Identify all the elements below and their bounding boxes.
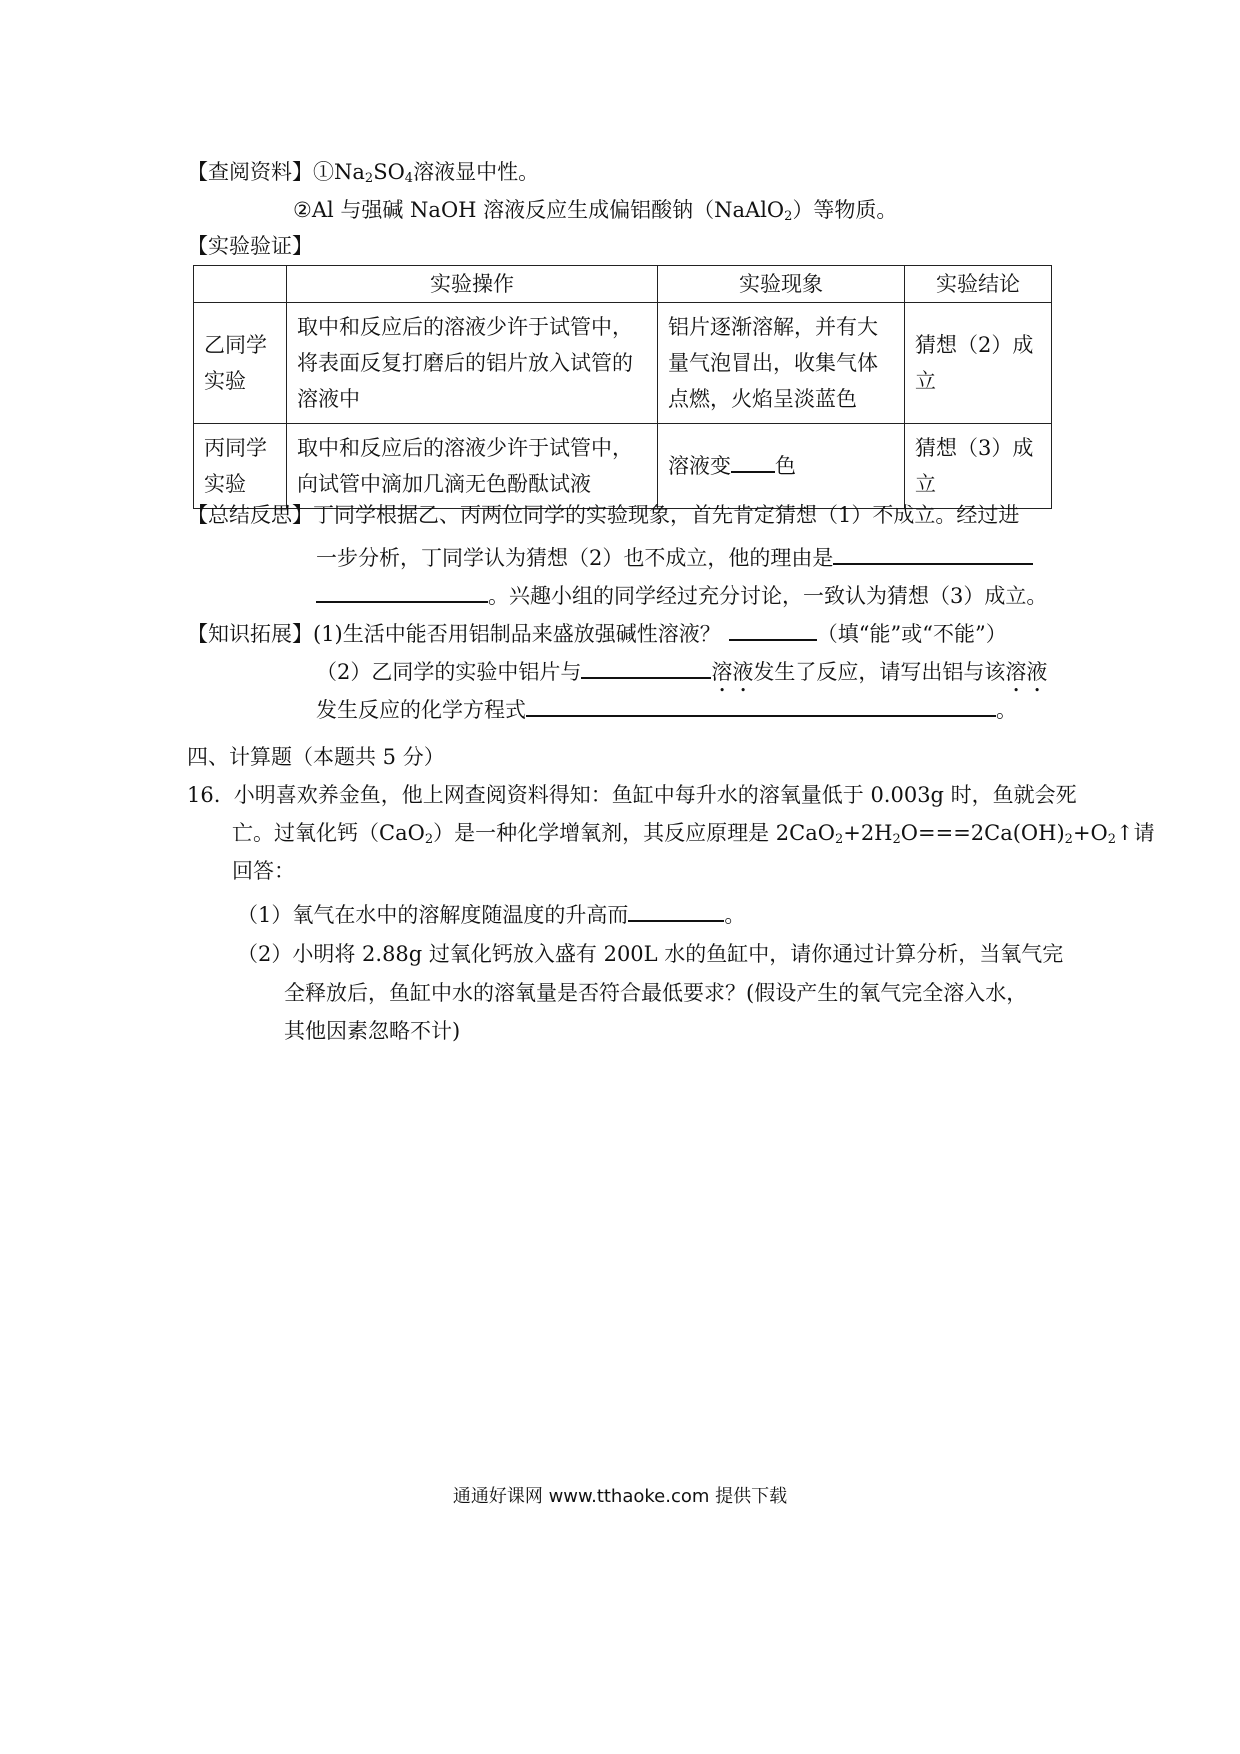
answer-blank-reason-cont[interactable] xyxy=(316,581,488,603)
page-footer: 通通好课网 www.tthaoke.com 提供下载 xyxy=(452,1486,788,1507)
question-16-line-1: 16. 小明喜欢养金鱼，他上网查阅资料得知：鱼缸中每升水的溶氧量低于 0.003g 时，鱼就会死 xyxy=(187,783,1077,807)
summary-line-2: 一步分析，丁同学认为猜想（2）也不成立，他的理由是 xyxy=(316,543,1033,569)
row-who: 乙同学实验 xyxy=(194,303,287,424)
question-16-part-1: （1）氧气在水中的溶解度随温度的升高而 。 xyxy=(237,900,745,926)
row-conclusion: 猜想（2）成立 xyxy=(905,303,1052,424)
reference-label: 【查阅资料】 xyxy=(187,160,313,184)
answer-blank-can[interactable] xyxy=(729,619,817,641)
reference-line-2: ②Al 与强碱 NaOH 溶液反应生成偏铝酸钠（NaAlO$_2$）等物质。 xyxy=(293,198,898,224)
table-header-blank xyxy=(194,266,287,303)
extension-line-2: （2）乙同学的实验中铝片与 溶液发生了反应，请写出铝与该溶液 xyxy=(316,657,1047,697)
row-phenomenon: 溶液变 色 xyxy=(658,424,905,509)
row-operation: 取中和反应后的溶液少许于试管中，将表面反复打磨后的铝片放入试管的溶液中 xyxy=(287,303,658,424)
reference-line-1: 【查阅资料】$①Na_2SO_4$溶液显中性。 xyxy=(187,160,540,186)
extension-line-1: 【知识拓展】(1)生活中能否用铝制品来盛放强碱性溶液？ （填“能”或“不能”） xyxy=(187,619,1007,645)
table-row xyxy=(194,303,1052,424)
row-who: 丙同学实验 xyxy=(194,424,287,509)
summary-line-1: 【总结反思】丁同学根据乙、丙两位同学的实验现象，首先肯定猜想（1）不成立。经过进 xyxy=(187,503,1020,527)
answer-blank-solution[interactable] xyxy=(581,657,711,679)
answer-blank-color[interactable] xyxy=(731,451,775,473)
question-16-line-3: 回答： xyxy=(232,859,295,883)
question-16-part-2-line-1: （2）小明将 2.88g 过氧化钙放入盛有 200L 水的鱼缸中，请你通过计算分析，当氧气完 xyxy=(237,942,1064,966)
row-operation: 取中和反应后的溶液少许于试管中，向试管中滴加几滴无色酚酞试液 xyxy=(287,424,658,509)
answer-blank-reason[interactable] xyxy=(833,543,1033,565)
table-header-row xyxy=(194,266,1052,303)
section-heading: 四、计算题（本题共 5 分） xyxy=(187,745,445,769)
question-16-line-2: 亡。过氧化钙（CaO$_2$）是一种化学增氧剂，其反应原理是 $2CaO_2+2H_2O===2Ca(OH)_2+O_2↑$请 xyxy=(232,821,1155,847)
question-16-part-2-line-3: 其他因素忽略不计) xyxy=(284,1019,461,1043)
table-row xyxy=(194,424,1052,509)
extension-label: 【知识拓展】 xyxy=(187,622,313,646)
table-header-cell: 实验操作 xyxy=(287,266,658,303)
question-16-part-2-line-2: 全释放后，鱼缸中水的溶氧量是否符合最低要求？(假设产生的氧气完全溶入水， xyxy=(284,981,1028,1005)
table-header-cell: 实验结论 xyxy=(905,266,1052,303)
answer-blank-solubility[interactable] xyxy=(628,900,724,922)
answer-blank-equation[interactable] xyxy=(526,695,996,717)
summary-label: 【总结反思】 xyxy=(187,503,313,527)
table-header-cell: 实验现象 xyxy=(658,266,905,303)
row-conclusion: 猜想（3）成立 xyxy=(905,424,1052,509)
row-phenomenon: 铝片逐渐溶解，并有大量气泡冒出，收集气体点燃，火焰呈淡蓝色 xyxy=(658,303,905,424)
experiment-table xyxy=(193,265,1052,509)
verify-label: 【实验验证】 xyxy=(187,234,313,258)
extension-line-3: 发生反应的化学方程式 。 xyxy=(316,695,1017,721)
question-number: 16. xyxy=(187,783,221,807)
summary-line-3: 。兴趣小组的同学经过充分讨论，一致认为猜想（3）成立。 xyxy=(316,581,1047,607)
